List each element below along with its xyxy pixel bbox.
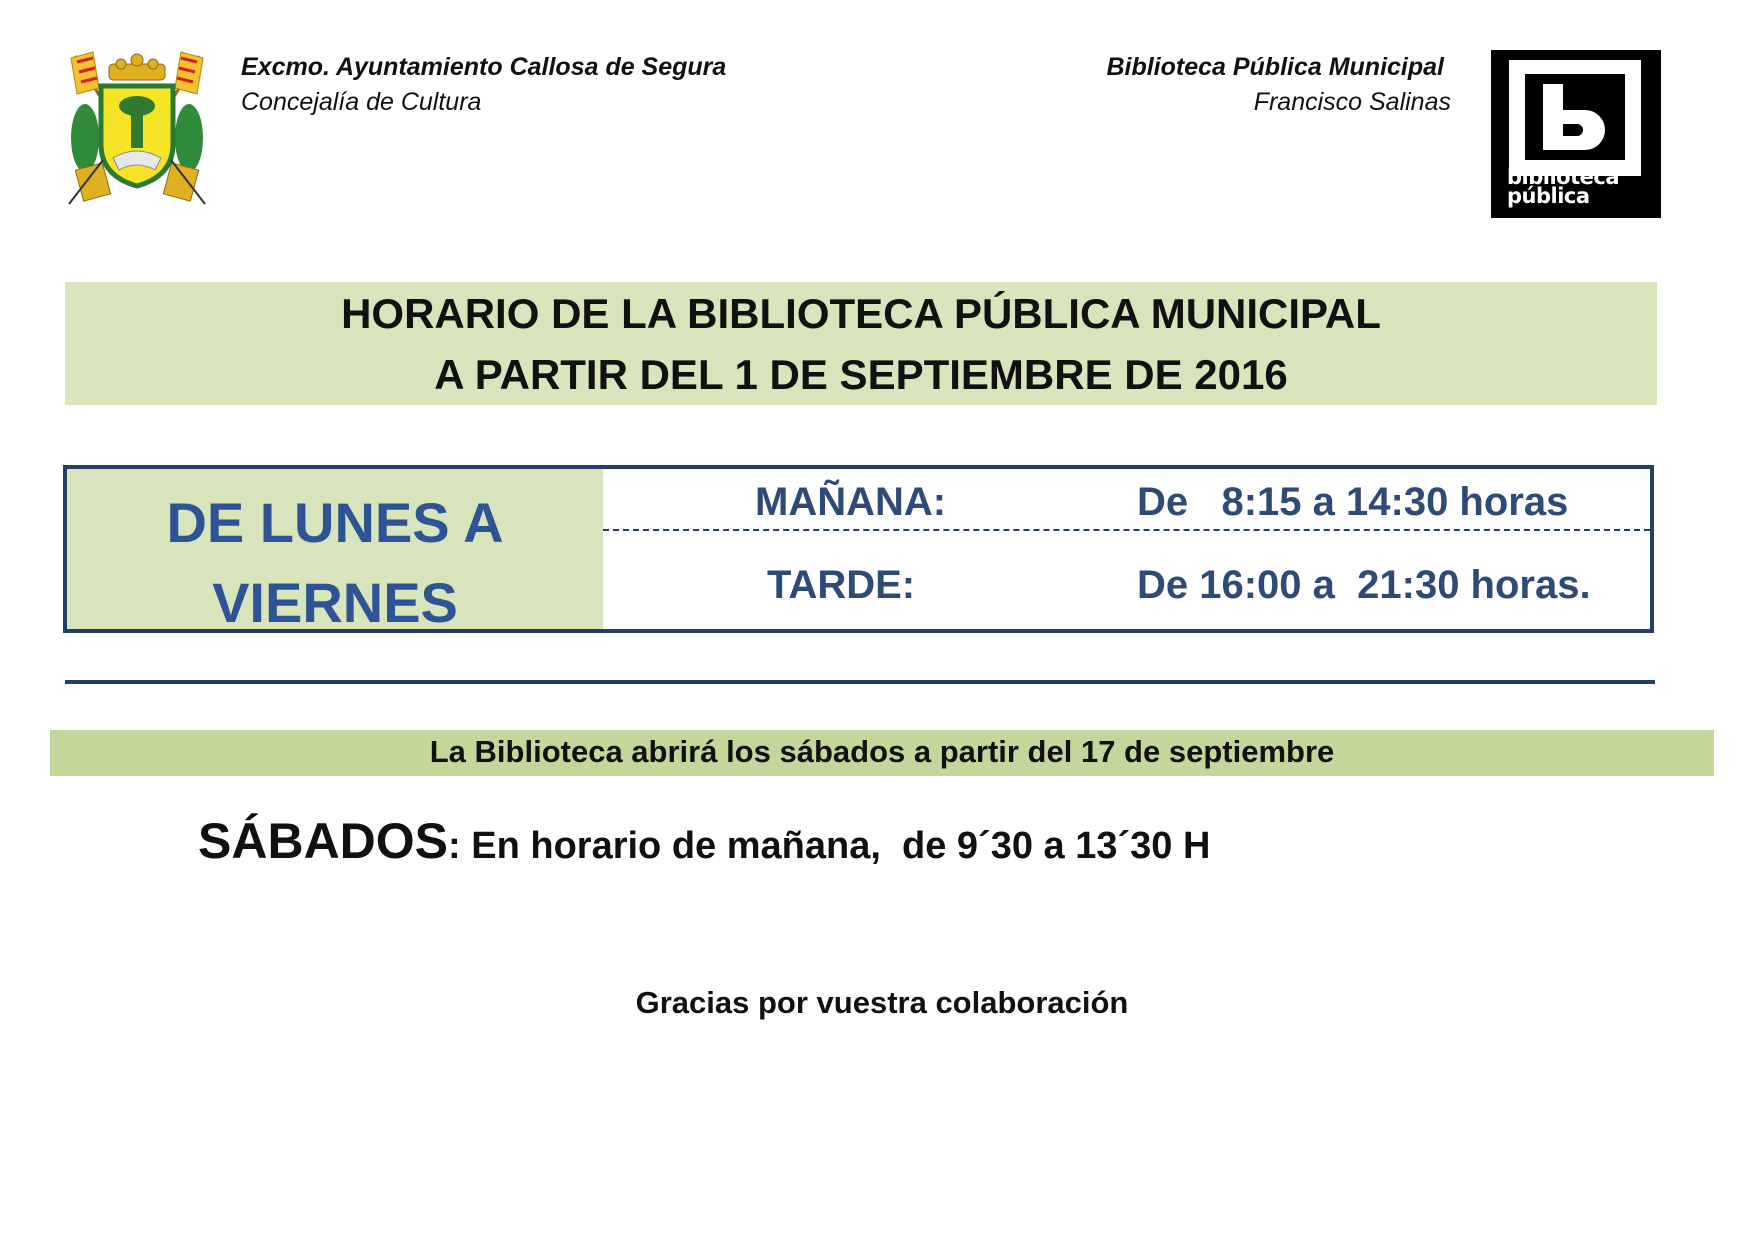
days-label-line-1: DE LUNES A xyxy=(166,491,504,554)
library-logo-icon xyxy=(1491,50,1661,218)
row-divider xyxy=(603,529,1650,531)
days-label xyxy=(67,483,603,643)
morning-hours: De 8:15 a 14:30 horas xyxy=(1137,480,1569,524)
saturday-hours: En horario de mañana, de 9´30 a 13´30 H xyxy=(460,825,1211,867)
page-title-line-2: A PARTIR DEL 1 DE SEPTIEMBRE DE 2016 xyxy=(434,351,1288,398)
days-label-line-2: VIERNES xyxy=(212,571,458,634)
library-name: Biblioteca Pública Municipal xyxy=(1106,53,1444,81)
saturday-colon: : xyxy=(448,825,461,867)
library-logo-text-1: biblioteca xyxy=(1507,165,1619,189)
org-name: Excmo. Ayuntamiento Callosa de Segura xyxy=(241,53,727,81)
afternoon-label: TARDE: xyxy=(767,563,916,607)
library-logo-text-2: pública xyxy=(1507,184,1590,208)
divider-rule xyxy=(65,680,1655,684)
page-title-line-1: HORARIO DE LA BIBLIOTECA PÚBLICA MUNICIPAL xyxy=(341,290,1381,337)
afternoon-hours: De 16:00 a 21:30 horas. xyxy=(1137,563,1591,607)
municipal-crest-icon xyxy=(63,48,211,208)
saturday-schedule xyxy=(198,812,1210,870)
weekday-schedule-table xyxy=(63,465,1654,633)
morning-label: MAÑANA: xyxy=(755,480,947,524)
library-person: Francisco Salinas xyxy=(1253,88,1451,116)
thanks-message: Gracias por vuestra colaboración xyxy=(635,985,1129,1020)
org-department: Concejalía de Cultura xyxy=(241,88,482,116)
saturday-label: SÁBADOS xyxy=(198,813,449,869)
saturday-opening-notice: La Biblioteca abrirá los sábados a partir del 17 de septiembre xyxy=(429,734,1335,769)
days-cell xyxy=(67,469,603,634)
